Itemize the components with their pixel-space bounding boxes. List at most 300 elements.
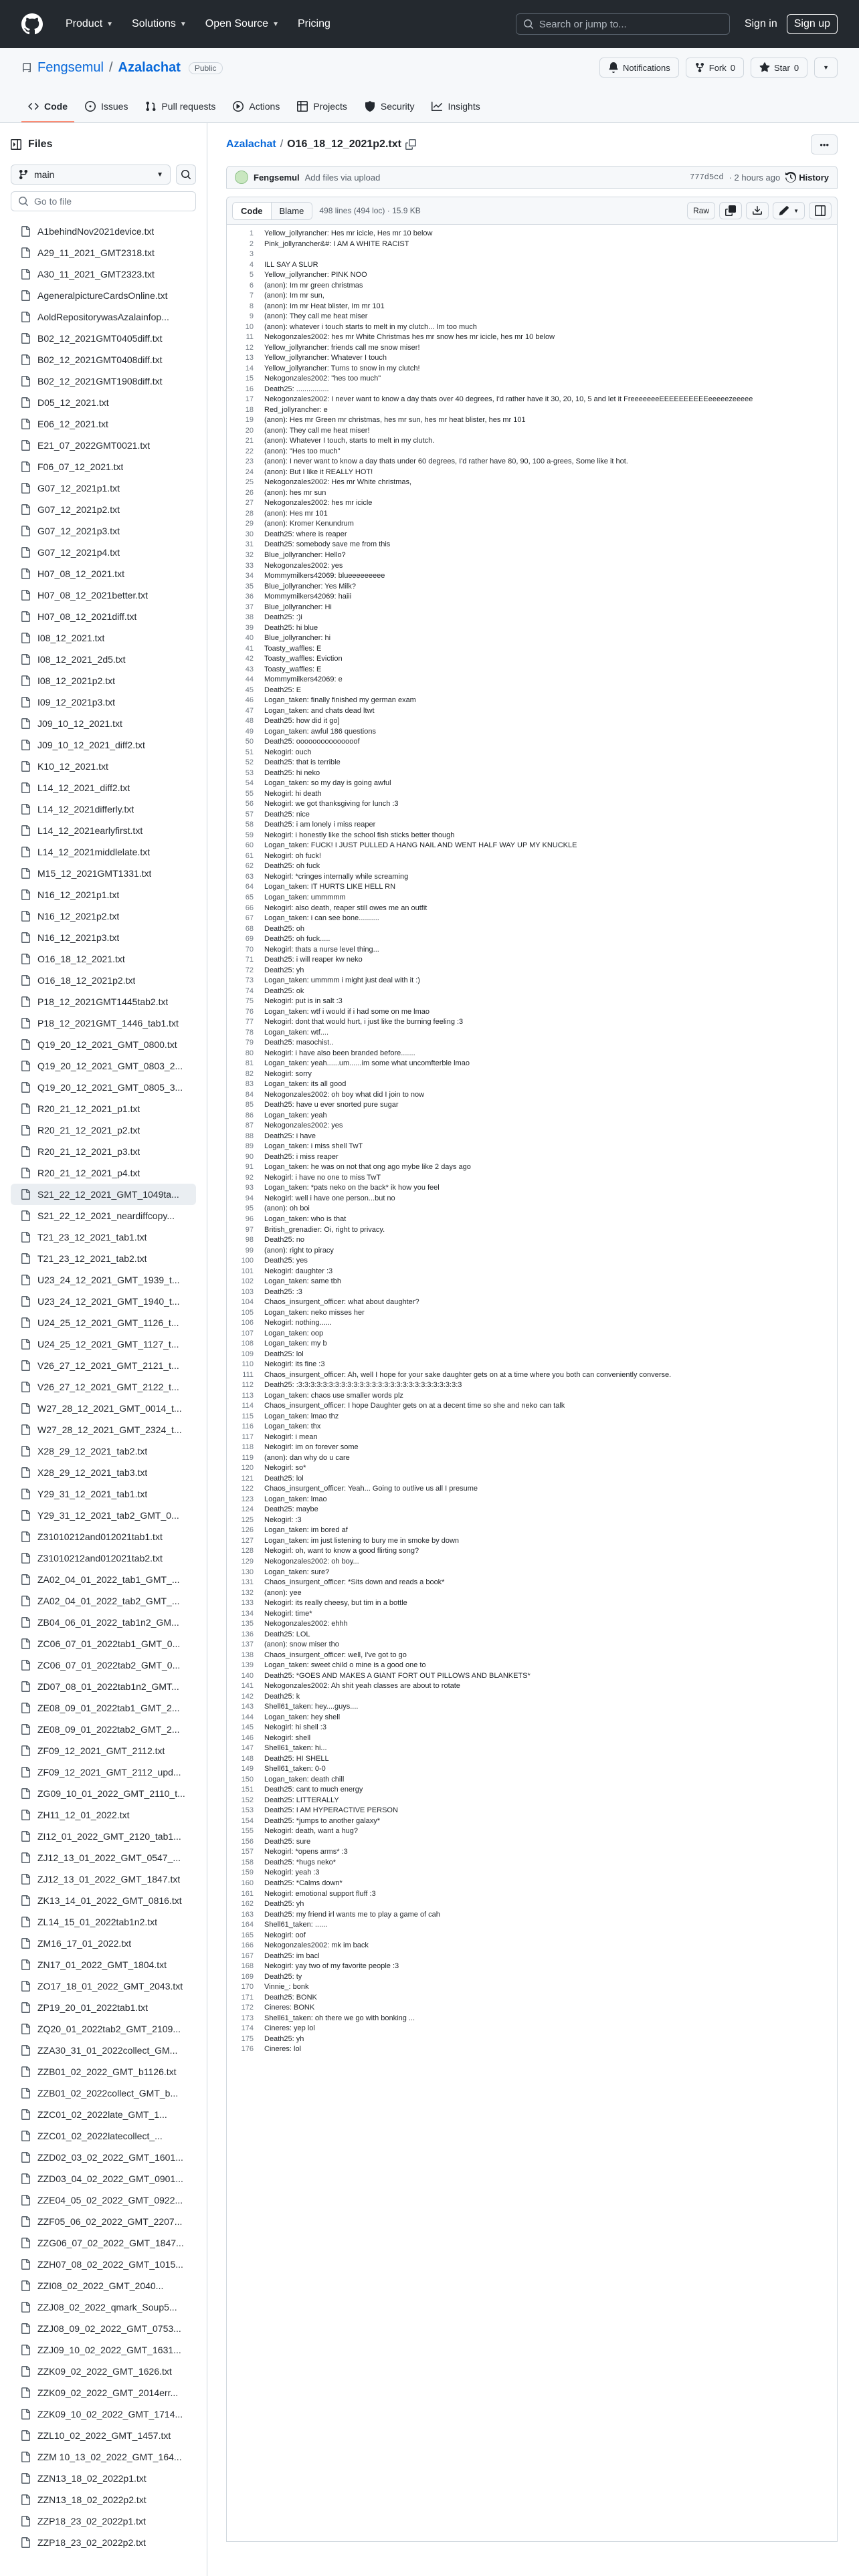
line-number[interactable]: 26 — [245, 488, 254, 497]
edit-file-button[interactable] — [773, 202, 805, 219]
sidebar-collapse-icon[interactable] — [11, 139, 21, 150]
line-number[interactable]: 157 — [241, 1848, 254, 1856]
file-tree-item[interactable] — [11, 777, 196, 798]
file-tree-item[interactable] — [11, 2339, 196, 2361]
file-tree-item[interactable] — [11, 2382, 196, 2403]
file-tree-item[interactable] — [11, 2232, 196, 2254]
code-content[interactable] — [226, 225, 838, 2542]
line-number[interactable]: 130 — [241, 1568, 254, 1576]
line-number[interactable]: 50 — [245, 738, 254, 746]
file-tree-item[interactable] — [11, 1761, 196, 1783]
line-number[interactable]: 102 — [241, 1277, 254, 1286]
line-number[interactable]: 11 — [246, 333, 254, 342]
line-number[interactable]: 118 — [242, 1443, 254, 1452]
branch-selector[interactable] — [11, 165, 171, 185]
repo-name-link[interactable]: Azalachat — [118, 60, 181, 75]
line-number[interactable]: 162 — [241, 1900, 254, 1909]
line-number[interactable]: 37 — [245, 603, 254, 611]
line-number[interactable]: 70 — [245, 945, 254, 954]
file-tree-item[interactable] — [11, 2296, 196, 2318]
file-tree-item[interactable] — [11, 435, 196, 456]
file-tree-item[interactable] — [11, 820, 196, 841]
line-number[interactable]: 32 — [245, 550, 254, 559]
file-tree-item[interactable] — [11, 1483, 196, 1505]
line-number[interactable]: 60 — [245, 841, 254, 850]
file-tree-item[interactable] — [11, 2361, 196, 2382]
file-tree-item[interactable] — [11, 499, 196, 520]
nav-open-source[interactable] — [205, 18, 279, 30]
tab-pull-requests[interactable] — [138, 101, 222, 122]
line-number[interactable]: 152 — [241, 1796, 254, 1804]
avatar[interactable] — [235, 171, 248, 184]
star-menu-button[interactable] — [814, 58, 838, 78]
line-number[interactable]: 44 — [245, 675, 254, 684]
line-number[interactable]: 134 — [241, 1609, 254, 1618]
tab-code[interactable] — [21, 101, 74, 122]
line-number[interactable]: 143 — [241, 1703, 254, 1711]
copy-raw-button[interactable] — [719, 202, 742, 219]
file-tree-item[interactable] — [11, 1890, 196, 1911]
line-number[interactable]: 122 — [241, 1485, 254, 1493]
line-number[interactable]: 54 — [245, 779, 254, 788]
line-number[interactable]: 175 — [241, 2034, 254, 2043]
star-button[interactable] — [751, 58, 807, 78]
line-number[interactable]: 123 — [241, 1495, 254, 1503]
file-tree-item[interactable] — [11, 1740, 196, 1761]
file-tree-item[interactable] — [11, 691, 196, 713]
line-number[interactable]: 96 — [245, 1214, 254, 1223]
line-number[interactable]: 78 — [245, 1028, 254, 1037]
file-tree-item[interactable] — [11, 1868, 196, 1890]
file-tree-item[interactable] — [11, 2211, 196, 2232]
line-number[interactable]: 18 — [245, 405, 254, 414]
line-number[interactable]: 14 — [245, 364, 254, 372]
file-tree-item[interactable] — [11, 1141, 196, 1162]
line-number[interactable]: 124 — [241, 1505, 254, 1514]
file-tree-item[interactable] — [11, 1911, 196, 1933]
file-tree-item[interactable] — [11, 2468, 196, 2489]
line-number[interactable]: 66 — [245, 903, 254, 912]
history-link[interactable] — [785, 172, 829, 183]
line-number[interactable]: 148 — [241, 1754, 254, 1763]
tab-projects[interactable] — [290, 101, 354, 122]
line-number[interactable]: 75 — [245, 997, 254, 1006]
line-number[interactable]: 132 — [241, 1588, 254, 1597]
file-tree-item[interactable] — [11, 285, 196, 306]
line-number[interactable]: 140 — [241, 1671, 254, 1680]
line-number[interactable]: 3 — [249, 250, 254, 259]
go-to-file-input[interactable] — [11, 191, 196, 211]
line-number[interactable]: 53 — [245, 768, 254, 777]
line-number[interactable]: 139 — [241, 1661, 254, 1670]
line-number[interactable]: 160 — [241, 1879, 254, 1887]
commit-author[interactable]: Fengsemul — [254, 172, 300, 183]
line-number[interactable]: 137 — [241, 1640, 254, 1649]
nav-product[interactable] — [66, 18, 113, 30]
line-number[interactable]: 43 — [245, 665, 254, 673]
file-tree-item[interactable] — [11, 1162, 196, 1184]
file-tree-item[interactable] — [11, 734, 196, 756]
line-number[interactable]: 5 — [249, 271, 254, 280]
line-number[interactable]: 29 — [245, 520, 254, 528]
file-tree-item[interactable] — [11, 863, 196, 884]
line-number[interactable]: 125 — [241, 1515, 254, 1524]
line-number[interactable]: 101 — [241, 1267, 254, 1275]
line-number[interactable]: 71 — [245, 956, 254, 964]
file-tree-item[interactable] — [11, 520, 196, 542]
file-tree-item[interactable] — [11, 1612, 196, 1633]
code-view-button[interactable]: Code — [233, 203, 272, 219]
file-tree-item[interactable] — [11, 2125, 196, 2147]
file-tree-item[interactable] — [11, 1526, 196, 1547]
line-number[interactable]: 42 — [245, 655, 254, 663]
line-number[interactable]: 159 — [241, 1868, 254, 1877]
file-tree-item[interactable] — [11, 1719, 196, 1740]
line-number[interactable]: 31 — [245, 540, 254, 549]
line-number[interactable]: 12 — [245, 343, 254, 352]
file-tree-item[interactable] — [11, 328, 196, 349]
line-number[interactable]: 147 — [241, 1744, 254, 1753]
file-tree-item[interactable] — [11, 1954, 196, 1975]
file-tree-item[interactable] — [11, 2489, 196, 2510]
line-number[interactable]: 142 — [241, 1692, 254, 1701]
file-tree-item[interactable] — [11, 1205, 196, 1226]
nav-solutions[interactable] — [132, 18, 187, 30]
github-logo-icon[interactable] — [21, 13, 43, 35]
search-input[interactable] — [516, 13, 730, 35]
tab-security[interactable] — [358, 101, 421, 122]
line-number[interactable]: 136 — [241, 1630, 254, 1638]
file-tree-item[interactable] — [11, 2082, 196, 2104]
line-number[interactable]: 10 — [245, 322, 254, 331]
line-number[interactable]: 115 — [242, 1412, 254, 1420]
line-number[interactable]: 15 — [245, 374, 254, 383]
file-tree-item[interactable] — [11, 1547, 196, 1569]
file-tree-item[interactable] — [11, 991, 196, 1012]
line-number[interactable]: 87 — [245, 1121, 254, 1130]
line-number[interactable]: 138 — [241, 1650, 254, 1659]
file-tree-item[interactable] — [11, 2104, 196, 2125]
file-tree-item[interactable] — [11, 563, 196, 584]
file-tree-item[interactable] — [11, 542, 196, 563]
file-tree-item[interactable] — [11, 2061, 196, 2082]
line-number[interactable]: 108 — [241, 1339, 254, 1348]
file-tree-item[interactable] — [11, 1847, 196, 1868]
line-number[interactable]: 28 — [245, 509, 254, 518]
line-number[interactable]: 82 — [245, 1069, 254, 1078]
fork-button[interactable] — [686, 58, 744, 78]
line-number[interactable]: 146 — [241, 1733, 254, 1742]
file-tree-item[interactable] — [11, 1098, 196, 1119]
line-number[interactable]: 111 — [242, 1370, 254, 1379]
line-number[interactable]: 99 — [245, 1246, 254, 1255]
line-number[interactable]: 167 — [241, 1951, 254, 1960]
line-number[interactable]: 112 — [242, 1381, 254, 1390]
line-number[interactable]: 88 — [245, 1132, 254, 1140]
line-number[interactable]: 81 — [245, 1059, 254, 1068]
line-number[interactable]: 59 — [245, 831, 254, 839]
line-number[interactable]: 90 — [245, 1152, 254, 1161]
line-number[interactable]: 121 — [241, 1474, 254, 1483]
file-tree-item[interactable] — [11, 2147, 196, 2168]
line-number[interactable]: 68 — [245, 924, 254, 933]
file-tree-item[interactable] — [11, 2040, 196, 2061]
line-number[interactable]: 33 — [245, 561, 254, 570]
file-tree-item[interactable] — [11, 1184, 196, 1205]
file-tree-item[interactable] — [11, 1783, 196, 1804]
file-tree-item[interactable] — [11, 456, 196, 477]
file-tree-item[interactable] — [11, 1633, 196, 1654]
file-tree-item[interactable] — [11, 606, 196, 627]
line-number[interactable]: 171 — [241, 1993, 254, 2002]
file-tree-item[interactable] — [11, 1676, 196, 1697]
line-number[interactable]: 45 — [245, 685, 254, 694]
breadcrumb-repo-link[interactable]: Azalachat — [226, 138, 276, 150]
line-number[interactable]: 4 — [249, 260, 254, 269]
file-tree-item[interactable] — [11, 2403, 196, 2425]
file-tree-item[interactable] — [11, 1590, 196, 1612]
line-number[interactable]: 176 — [241, 2045, 254, 2054]
line-number[interactable]: 80 — [245, 1049, 254, 1057]
commit-message[interactable]: Add files via upload — [304, 172, 381, 183]
line-number[interactable]: 117 — [242, 1432, 254, 1441]
line-number[interactable]: 129 — [241, 1558, 254, 1566]
line-number[interactable]: 126 — [241, 1526, 254, 1535]
file-tree-item[interactable] — [11, 1975, 196, 1997]
file-tree-item[interactable] — [11, 221, 196, 242]
file-tree-item[interactable] — [11, 1077, 196, 1098]
line-number[interactable]: 116 — [242, 1422, 254, 1431]
file-tree-item[interactable] — [11, 670, 196, 691]
line-number[interactable]: 77 — [245, 1018, 254, 1027]
file-tree-item[interactable] — [11, 2510, 196, 2532]
file-tree-item[interactable] — [11, 1333, 196, 1355]
line-number[interactable]: 120 — [241, 1464, 254, 1473]
line-number[interactable]: 91 — [245, 1163, 254, 1172]
line-number[interactable]: 128 — [241, 1547, 254, 1555]
line-number[interactable]: 72 — [245, 966, 254, 974]
file-tree-item[interactable] — [11, 1291, 196, 1312]
download-button[interactable] — [746, 202, 769, 219]
line-number[interactable]: 131 — [241, 1578, 254, 1587]
file-tree-item[interactable] — [11, 1462, 196, 1483]
line-number[interactable]: 9 — [249, 312, 254, 321]
line-number[interactable]: 67 — [245, 914, 254, 923]
line-number[interactable]: 76 — [245, 1007, 254, 1016]
line-number[interactable]: 46 — [245, 696, 254, 705]
line-number[interactable]: 98 — [245, 1236, 254, 1245]
file-tree-item[interactable] — [11, 1826, 196, 1847]
line-number[interactable]: 135 — [241, 1620, 254, 1628]
line-number[interactable]: 64 — [245, 883, 254, 891]
file-tree-item[interactable] — [11, 2168, 196, 2189]
file-tree-item[interactable] — [11, 1055, 196, 1077]
file-tree-item[interactable] — [11, 1419, 196, 1440]
line-number[interactable]: 154 — [241, 1816, 254, 1825]
line-number[interactable]: 168 — [241, 1962, 254, 1971]
line-number[interactable]: 6 — [249, 281, 254, 290]
file-tree-item[interactable] — [11, 1997, 196, 2018]
file-tree-item[interactable] — [11, 2318, 196, 2339]
tab-insights[interactable] — [425, 101, 486, 122]
line-number[interactable]: 170 — [241, 1983, 254, 1992]
file-tree-item[interactable] — [11, 841, 196, 863]
file-tree-item[interactable] — [11, 649, 196, 670]
line-number[interactable]: 141 — [241, 1682, 254, 1691]
file-tree-item[interactable] — [11, 1269, 196, 1291]
sign-up-button[interactable]: Sign up — [787, 14, 838, 34]
line-number[interactable]: 65 — [245, 893, 254, 901]
line-number[interactable]: 164 — [241, 1921, 254, 1929]
line-number[interactable]: 86 — [245, 1111, 254, 1119]
line-number[interactable]: 13 — [245, 354, 254, 362]
file-tree-item[interactable] — [11, 2018, 196, 2040]
raw-button[interactable]: Raw — [687, 202, 715, 219]
file-tree-item[interactable] — [11, 2254, 196, 2275]
file-tree-item[interactable] — [11, 1933, 196, 1954]
line-number[interactable]: 107 — [241, 1329, 254, 1337]
search-files-button[interactable] — [176, 165, 196, 185]
line-number[interactable]: 144 — [241, 1713, 254, 1721]
line-number[interactable]: 7 — [249, 292, 254, 300]
line-number[interactable]: 69 — [245, 935, 254, 944]
file-tree-item[interactable] — [11, 1398, 196, 1419]
line-number[interactable]: 56 — [245, 800, 254, 809]
line-number[interactable]: 150 — [241, 1775, 254, 1784]
line-number[interactable]: 57 — [245, 810, 254, 819]
line-number[interactable]: 104 — [241, 1298, 254, 1307]
line-number[interactable]: 25 — [245, 478, 254, 487]
line-number[interactable]: 39 — [245, 623, 254, 632]
file-tree-item[interactable] — [11, 1355, 196, 1376]
line-number[interactable]: 1 — [249, 229, 254, 237]
line-number[interactable]: 93 — [245, 1184, 254, 1192]
line-number[interactable]: 74 — [245, 986, 254, 995]
file-tree-item[interactable] — [11, 1376, 196, 1398]
line-number[interactable]: 145 — [241, 1723, 254, 1732]
line-number[interactable]: 2 — [249, 239, 254, 248]
file-tree-item[interactable] — [11, 2189, 196, 2211]
line-number[interactable]: 27 — [245, 499, 254, 508]
line-number[interactable]: 41 — [245, 644, 254, 653]
line-number[interactable]: 38 — [245, 613, 254, 622]
line-number[interactable]: 20 — [245, 426, 254, 435]
file-tree-item[interactable] — [11, 1804, 196, 1826]
file-tree-item[interactable] — [11, 477, 196, 499]
file-tree-item[interactable] — [11, 905, 196, 927]
file-tree-item[interactable] — [11, 1569, 196, 1590]
file-tree-item[interactable] — [11, 584, 196, 606]
tab-actions[interactable] — [226, 101, 286, 122]
file-tree-item[interactable] — [11, 884, 196, 905]
file-tree-item[interactable] — [11, 713, 196, 734]
line-number[interactable]: 100 — [241, 1257, 254, 1265]
line-number[interactable]: 94 — [245, 1194, 254, 1202]
line-number[interactable]: 155 — [241, 1827, 254, 1836]
file-tree-item[interactable] — [11, 263, 196, 285]
line-number[interactable]: 114 — [242, 1402, 254, 1410]
line-number[interactable]: 21 — [245, 437, 254, 445]
line-number[interactable]: 49 — [245, 727, 254, 736]
file-tree-item[interactable] — [11, 756, 196, 777]
copy-icon[interactable] — [405, 139, 416, 150]
line-number[interactable]: 63 — [245, 872, 254, 881]
commit-sha[interactable]: 777d5cd — [690, 173, 724, 182]
line-number[interactable]: 173 — [241, 2014, 254, 2022]
more-options-button[interactable] — [811, 134, 838, 154]
file-tree-item[interactable] — [11, 948, 196, 970]
line-number[interactable]: 105 — [241, 1308, 254, 1317]
line-number[interactable]: 89 — [245, 1142, 254, 1151]
line-number[interactable]: 161 — [241, 1889, 254, 1898]
line-number[interactable]: 40 — [245, 634, 254, 643]
file-tree-item[interactable] — [11, 413, 196, 435]
line-number[interactable]: 36 — [245, 593, 254, 601]
line-number[interactable]: 61 — [245, 851, 254, 860]
line-number[interactable]: 51 — [245, 748, 254, 756]
line-number[interactable]: 103 — [241, 1287, 254, 1296]
line-number[interactable]: 83 — [245, 1080, 254, 1089]
file-tree-item[interactable] — [11, 1654, 196, 1676]
file-tree-item[interactable] — [11, 1248, 196, 1269]
line-number[interactable]: 24 — [245, 467, 254, 476]
sign-in-link[interactable]: Sign in — [744, 18, 777, 29]
line-number[interactable]: 127 — [241, 1536, 254, 1545]
line-number[interactable]: 34 — [245, 572, 254, 580]
line-number[interactable]: 119 — [242, 1453, 254, 1462]
file-tree-item[interactable] — [11, 927, 196, 948]
file-tree-item[interactable] — [11, 2532, 196, 2553]
line-number[interactable]: 163 — [241, 1910, 254, 1919]
file-tree-item[interactable] — [11, 1119, 196, 1141]
line-number[interactable]: 8 — [249, 302, 254, 310]
line-number[interactable]: 151 — [241, 1786, 254, 1794]
line-number[interactable]: 47 — [245, 706, 254, 715]
line-number[interactable]: 85 — [245, 1101, 254, 1109]
symbols-panel-button[interactable] — [809, 202, 832, 219]
line-number[interactable]: 79 — [245, 1039, 254, 1047]
file-tree-item[interactable] — [11, 1312, 196, 1333]
tab-issues[interactable] — [78, 101, 134, 122]
file-tree-item[interactable] — [11, 798, 196, 820]
line-number[interactable]: 62 — [245, 862, 254, 871]
file-tree-item[interactable] — [11, 2275, 196, 2296]
repo-owner-link[interactable]: Fengsemul — [37, 60, 104, 75]
file-tree-item[interactable] — [11, 1505, 196, 1526]
line-number[interactable]: 158 — [241, 1858, 254, 1866]
line-number[interactable]: 35 — [245, 582, 254, 591]
line-number[interactable]: 92 — [245, 1173, 254, 1182]
file-tree-item[interactable] — [11, 1034, 196, 1055]
line-number[interactable]: 172 — [241, 2004, 254, 2012]
line-number[interactable]: 156 — [241, 1837, 254, 1846]
line-number[interactable]: 97 — [245, 1225, 254, 1234]
file-tree-item[interactable] — [11, 1697, 196, 1719]
line-number[interactable]: 106 — [241, 1319, 254, 1327]
line-number[interactable]: 110 — [242, 1360, 254, 1369]
file-tree-item[interactable] — [11, 2446, 196, 2468]
line-number[interactable]: 16 — [245, 385, 254, 393]
line-number[interactable]: 166 — [241, 1941, 254, 1950]
file-tree-item[interactable] — [11, 242, 196, 263]
file-tree-item[interactable] — [11, 1440, 196, 1462]
line-number[interactable]: 55 — [245, 789, 254, 798]
file-tree-item[interactable] — [11, 1012, 196, 1034]
file-tree-item[interactable] — [11, 1226, 196, 1248]
line-number[interactable]: 169 — [241, 1972, 254, 1981]
line-number[interactable]: 30 — [245, 530, 254, 538]
line-number[interactable]: 109 — [241, 1350, 254, 1358]
